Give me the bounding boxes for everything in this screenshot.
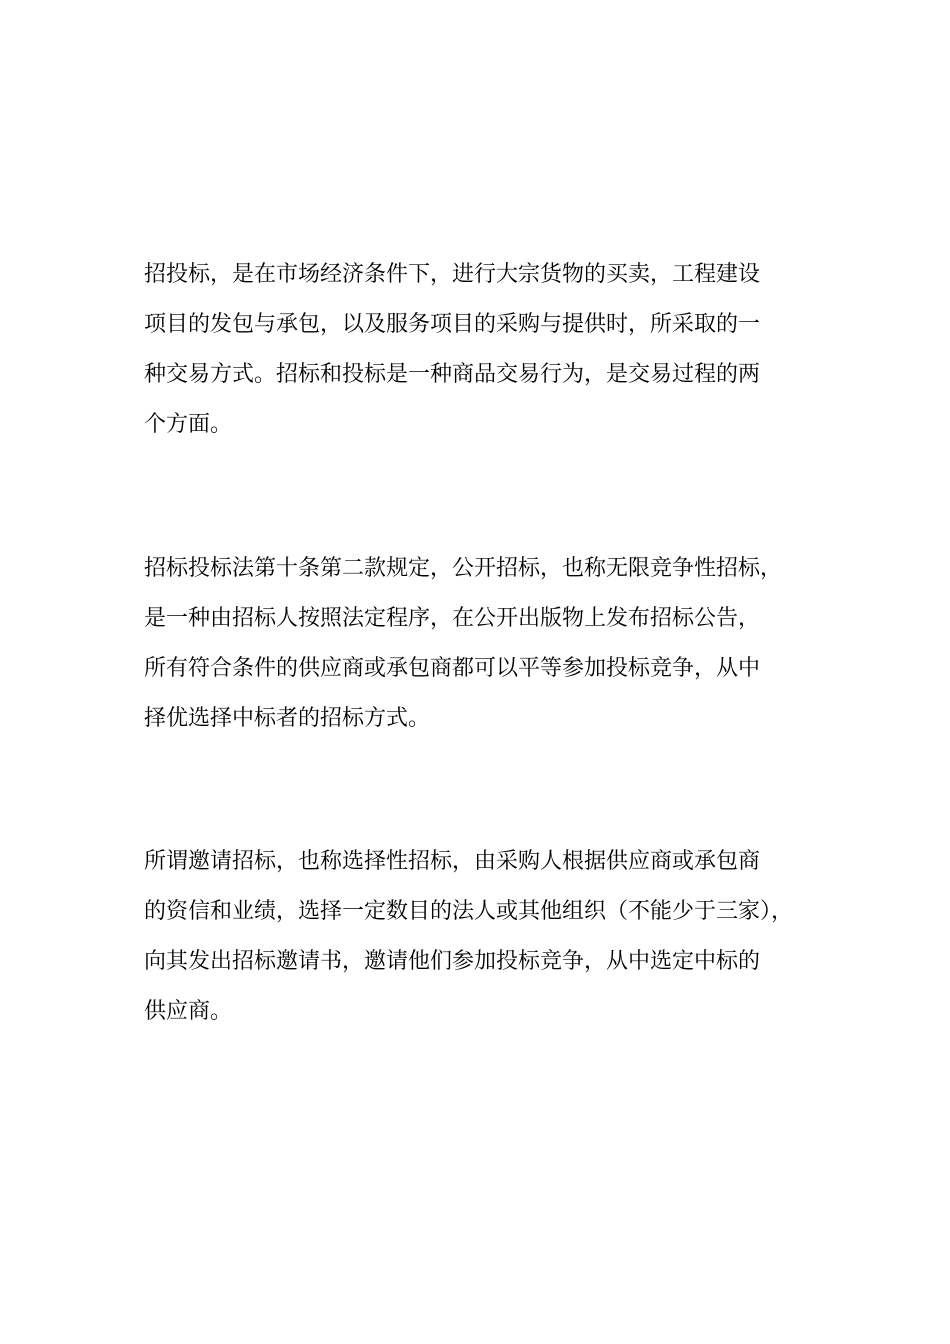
paragraph-line: 所谓邀请招标，也称选择性招标，由采购人根据供应商或承包商 — [144, 849, 761, 874]
paragraph-line: 种交易方式。招标和投标是一种商品交易行为，是交易过程的两 — [144, 362, 761, 387]
paragraph-1 — [144, 250, 834, 450]
paragraph-line: 项目的发包与承包，以及服务项目的采购与提供时，所采取的一 — [144, 312, 761, 337]
paragraph-line: 个方面。 — [144, 412, 233, 437]
paragraph-line: 招投标，是在市场经济条件下，进行大宗货物的买卖，工程建设 — [144, 262, 761, 287]
paragraph-line: 招标投标法第十条第二款规定，公开招标，也称无限竞争性招标， — [144, 556, 783, 581]
paragraph-line: 向其发出招标邀请书，邀请他们参加投标竞争，从中选定中标的 — [144, 949, 761, 974]
paragraph-3 — [144, 837, 834, 1037]
paragraph-line: 供应商。 — [144, 999, 233, 1024]
paragraph-line: 所有符合条件的供应商或承包商都可以平等参加投标竞争，从中 — [144, 656, 761, 681]
paragraph-line: 的资信和业绩，选择一定数目的法人或其他组织（不能少于三家）， — [144, 899, 794, 924]
paragraph-line: 是一种由招标人按照法定程序，在公开出版物上发布招标公告， — [144, 606, 761, 631]
paragraph-line: 择优选择中标者的招标方式。 — [144, 706, 431, 731]
paragraph-2 — [144, 544, 834, 744]
